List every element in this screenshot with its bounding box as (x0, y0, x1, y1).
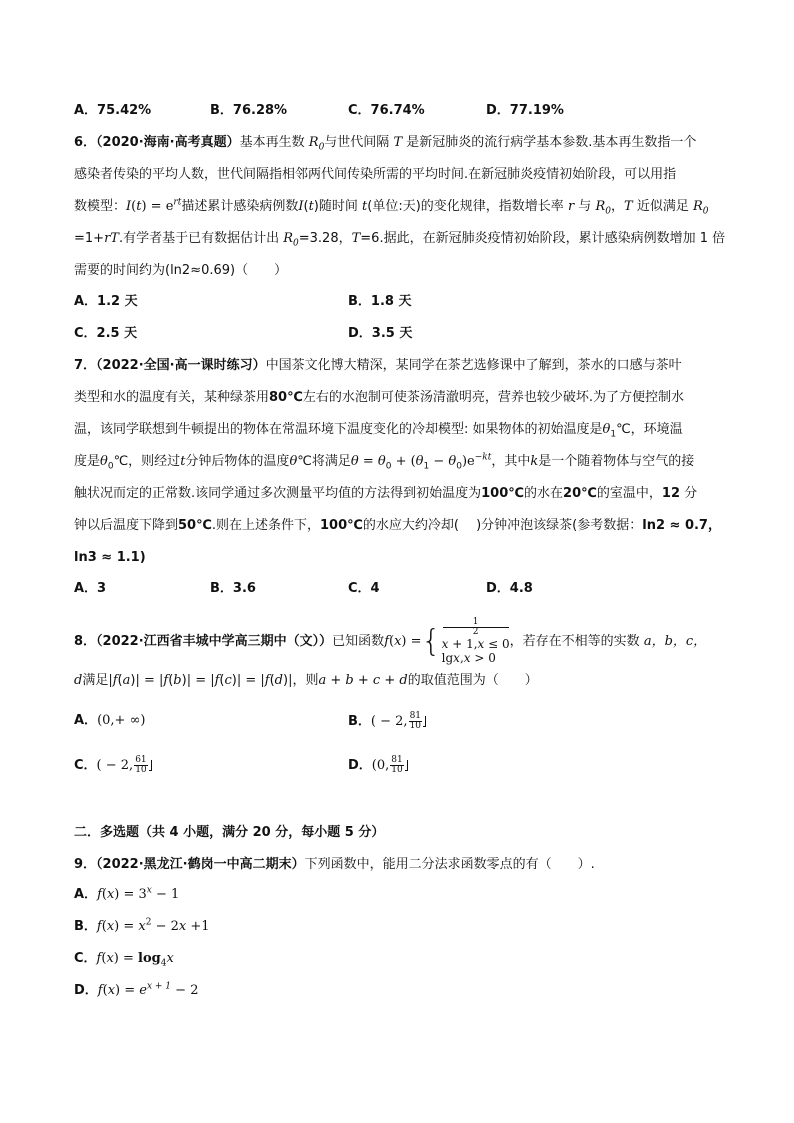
q8-piecewise: 1 2 x + 1,x ≤ 0 lgx,x > 0 (441, 617, 510, 665)
q6-text: 是新冠肺炎的流行病学基本参数.基本再生数指一个 (406, 135, 697, 150)
q8-option-label: D． (348, 758, 372, 773)
q6-line-4: =1+rT.有学者基于已有数据估计出 $R_0=3.28$，T=6.据此，在新冠肺炎疫情初始阶段，累计感染病例数增加 1 倍 (74, 231, 726, 249)
q6-text: 与世代间隔 (324, 135, 390, 150)
q6-text: 随时间 (318, 199, 358, 214)
q8-text: ，则 (292, 673, 319, 688)
q7-text: ，其中 (491, 454, 531, 469)
section-title-multiple-choice: 二．多选题（共 4 小题，满分 20 分，每小题 5 分） (74, 825, 385, 840)
q6-text: =6.据此，在新冠肺炎疫情初始阶段，累计感染病例数增加 1 倍 (360, 231, 726, 246)
q8-option-d: D．(0, $\frac{81}{10}$ (348, 756, 408, 775)
q7-text: 的室温中， (596, 486, 662, 501)
q6-option-a: A．1.2 天 (74, 294, 138, 309)
q9-option-label: B． (74, 919, 97, 934)
q6-text: .有学者基于已有数据估计出 (118, 231, 280, 246)
q8-text: 的取值范围为（ ） (407, 673, 538, 688)
q7-text: ℃，环境温 (616, 422, 683, 437)
q9-line-1 (74, 856, 734, 874)
q6-text: 数模型： (74, 199, 127, 214)
q7-text: 中国茶文化博大精深，某同学在茶艺选修课中了解到，茶水的口感与茶叶 (265, 358, 682, 373)
q6-text: 近似满足 (636, 199, 689, 214)
q6-text: 与 (578, 199, 592, 214)
q7-temp: 20℃ (563, 486, 597, 501)
q7-text: .则在上述条件下， (211, 518, 320, 533)
q6-option-d: D．3.5 天 (348, 326, 413, 341)
q6-line-3: 数模型：$I(t) = e^{rt}$描述累计感染病例数I(t)随时间 t(单位:天)的变化规律，指数增长率 r 与 $R_0$，T 近似满足 $R_0$ (74, 197, 709, 217)
q5-option-c: C．76.74% (348, 103, 425, 118)
q6-source: （2020·海南·高考真题） (96, 135, 240, 150)
q7-option-b: B．3.6 (210, 581, 256, 596)
q6-text: =3.28， (298, 231, 352, 246)
q6-number: 6． (74, 135, 97, 150)
q7-line-7 (74, 549, 734, 567)
q7-line-2 (74, 389, 734, 407)
q8-text: 已知函数 (332, 634, 385, 649)
q7-line-3: 温，该同学联想到牛顿提出的物体在常温环境下温度变化的冷却模型: 如果物体的初始温度是$\theta_1℃$，环境温 (74, 422, 683, 440)
q7-cooling-formula: θ (350, 454, 359, 469)
q6-option-b: B．1.8 天 (348, 294, 412, 309)
q7-text: 左右的水泡制可使茶汤清澈明亮，营养也较少破坏.为了方便控制水 (302, 390, 684, 405)
q8-line-1: 8．（2022·江西省丰城中学高三期中（文））已知函数f(x) ={ 1 2 x + 1,x ≤ 0 lgx,x > 0 ，若存在不相等的实数 a，b，c， (74, 617, 707, 665)
q7-option-c: C．4 (348, 581, 380, 596)
q8-vars: a，b，c， (643, 634, 707, 649)
q7-option-a: A．3 (74, 581, 107, 596)
q6-line-1 (74, 134, 734, 152)
q7-ref-ln2: ln2 ≈ 0.7， (642, 518, 721, 533)
q6-T: T (393, 135, 403, 150)
q9-option-label: D． (74, 983, 98, 998)
q7-text: 钟以后温度下降到 (74, 518, 179, 533)
q8-text: ，若存在不相等的实数 (509, 634, 640, 649)
q7-text: 分钟后物体的温度 (185, 454, 290, 469)
q8-line-2: d满足|f(a)| = |f(b)| = |f(c)| = |f(d)|，则a + b + c + d的取值范围为（ ） (74, 673, 538, 688)
q7-text: ℃，则经过 (113, 454, 181, 469)
q8-option-label: C． (74, 758, 97, 773)
q7-text: ℃将满足 (297, 454, 351, 469)
q6-line-2: 感染者传染的平均人数，世代间隔指相邻两代间传染所需的平均时间.在新冠肺炎疫情初始阶段，可以用指 (74, 167, 677, 182)
q8-number: 8． (74, 634, 97, 649)
q7-temp: 80℃ (269, 390, 303, 405)
q6-text: 描述累计感染病例数 (181, 199, 299, 214)
q8-option-label: A． (74, 713, 98, 728)
q7-text: 温，该同学联想到牛顿提出的物体在常温环境下温度变化的冷却模型: 如果物体的初始温度是 (74, 422, 603, 437)
q8-piecewise-brace: { (421, 623, 441, 659)
q5-option-b: B．76.28% (210, 103, 288, 118)
q7-temp: 100℃ (481, 486, 525, 501)
q8-var-d: d (74, 673, 83, 688)
q9-option-d: D．$f(x) = e^{x + 1} - 2$ (74, 981, 199, 998)
q7-text: 触状况而定的正常数.该同学通过多次测量平均值的方法得到初始温度为 (74, 486, 482, 501)
q7-minutes: 12 (661, 486, 680, 501)
q8-option-b: B．( − 2, $\frac{81}{10}$ (348, 712, 426, 731)
q8-source: （2022·江西省丰城中学高三期中（文）） (96, 634, 333, 649)
q9-option-a: A．$f(x) = 3^x - 1$ (74, 885, 180, 902)
q7-option-d: D．4.8 (486, 581, 533, 596)
q7-line-4: 度是$\theta_0℃$，则经过t分钟后物体的温度θ℃将满足$\theta = \theta_0 + (\theta_1 - \theta_0)e^{-kt}$，其中k是一个随着物体与空气的接 (74, 452, 695, 472)
q8-text: 满足 (82, 673, 109, 688)
q7-text: 度是 (74, 454, 101, 469)
q7-source: （2022·全国·高一课时练习） (96, 358, 266, 373)
q9-number: 9． (74, 857, 97, 872)
q6-option-c: C．2.5 天 (74, 326, 138, 341)
q9-option-c: C．$f(x) = \log_4x$ (74, 951, 174, 969)
q9-option-label: C． (74, 951, 97, 966)
q7-text: 类型和水的温度有关，某种绿茶用 (74, 390, 270, 405)
q7-text: 的水应大约冷却( )分钟冲泡该绿茶(参考数据： (362, 518, 643, 533)
q8-option-a: A．(0,+ ∞) (74, 713, 146, 728)
q7-number: 7． (74, 358, 97, 373)
q7-text: 分 (684, 486, 698, 501)
q6-text: 基本再生数 (239, 135, 305, 150)
q6-r0: $R_0$ (308, 135, 325, 153)
q7-temp: 100℃ (320, 518, 363, 533)
q6-line-5: 需要的时间约为(ln2≈0.69)（ ） (74, 263, 288, 278)
q9-source: （2022·黑龙江·鹤岗一中高二期末） (96, 857, 305, 872)
q9-option-b: B．$f(x) = x^2 - 2x +1$ (74, 917, 210, 934)
q7-text: 是一个随着物体与空气的接 (538, 454, 695, 469)
q9-option-label: A． (74, 887, 98, 902)
q5-option-d: D．77.19% (486, 103, 564, 118)
q6-text: =1+ (74, 231, 105, 246)
q8-option-label: B． (348, 714, 371, 729)
q7-text: 的水在 (524, 486, 564, 501)
q7-line-6 (74, 517, 734, 535)
q7-ref-ln3: ln3 ≈ 1.1) (74, 550, 146, 565)
q7-line-1 (74, 357, 734, 375)
q6-model: I (126, 199, 132, 214)
q7-line-5 (74, 485, 734, 503)
q8-option-c: C．( − 2, $\frac{61}{10}$ (74, 756, 152, 775)
q9-text: 下列函数中，能用二分法求函数零点的有（ ）. (304, 857, 595, 872)
q5-option-a: A．75.42% (74, 103, 152, 118)
q7-temp: 50℃ (178, 518, 212, 533)
q6-text: (单位:天)的变化规律，指数增长率 (367, 199, 564, 214)
